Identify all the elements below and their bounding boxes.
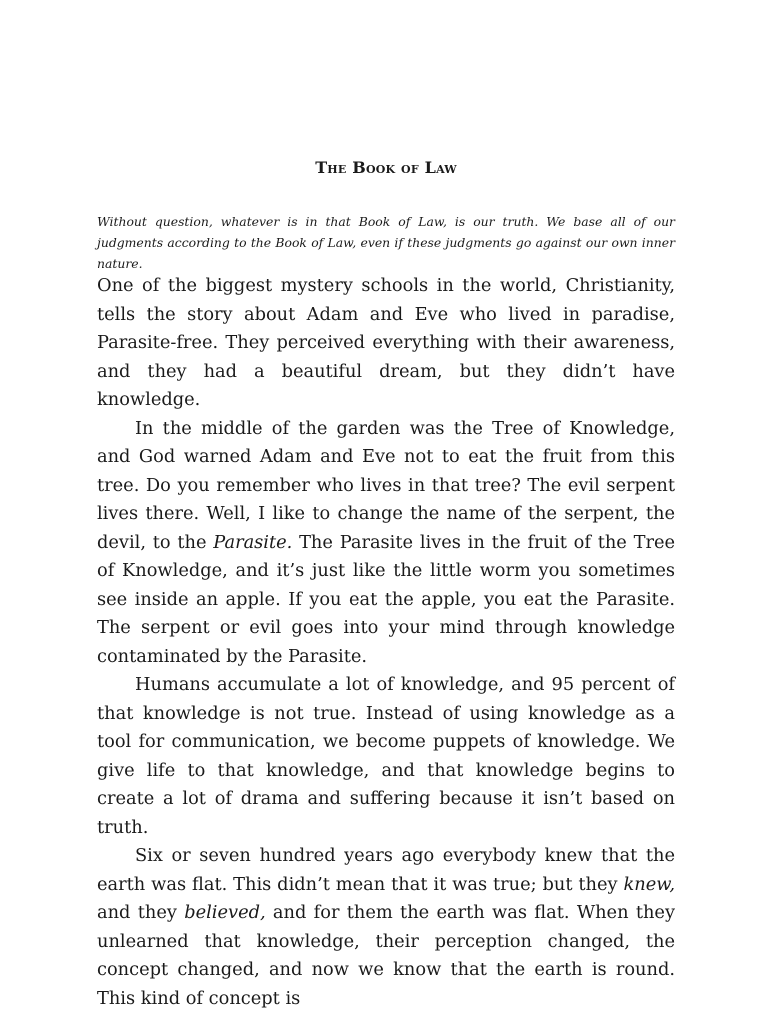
paragraph-text: In the middle of the garden was the Tree of Knowledge, and God warned Adam and Eve not to eat the fruit from this tree. Do you remember who lives in that tree? The evil serpent lives there. Well, I like to change the name of the serpent, the devil, to the <box>97 417 675 553</box>
italic-text: knew, <box>623 873 675 895</box>
paragraph-text: The Parasite lives in the fruit of the Tree of Knowledge, and it’s just like the little worm you sometimes see inside an apple. If you eat the apple, you eat the Parasite. The serpent or evil goes into your mind through knowledge contaminated by the Parasite. <box>97 531 676 667</box>
paragraph-text: and for them the earth was flat. When they unlearned that knowledge, their perception changed, the concept changed, and now we know that the earth is round. This kind of concept is <box>97 902 675 1009</box>
body-paragraph <box>97 272 675 415</box>
body-paragraph <box>97 415 675 672</box>
epigraph: Without question, whatever is in that Book of Law, is our truth. We base all of our judgments according to the Book of Law, even if these judgments go against our own inner nature. <box>97 214 675 271</box>
italic-text: believed, <box>184 902 266 923</box>
paragraph-text: Six or seven hundred years ago everybody knew that the earth was flat. This didn’t mean that it was true; but they <box>97 845 675 895</box>
paragraph-text: and they <box>97 902 185 923</box>
italic-text: Parasite. <box>213 531 293 553</box>
paragraph-text: Humans accumulate a lot of knowledge, and 95 percent of that knowledge is not true. Instead of using knowledge as a tool for communication, we become puppets of knowledge. We give life to that knowledge, and that knowledge begins to create a lot of drama and suffering because it isn’t based on truth. <box>97 674 675 838</box>
body-paragraph <box>97 842 675 1013</box>
body-text <box>97 272 675 1013</box>
chapter-title: The Book of Law <box>315 158 457 177</box>
body-paragraph <box>97 671 675 842</box>
paragraph-text: One of the biggest mystery schools in the world, Christianity, tells the story about Adam and Eve who lived in paradise, Parasite-free. They perceived everything with their awareness, and they had a beautiful dream, but they didn’t have knowledge. <box>97 275 675 410</box>
